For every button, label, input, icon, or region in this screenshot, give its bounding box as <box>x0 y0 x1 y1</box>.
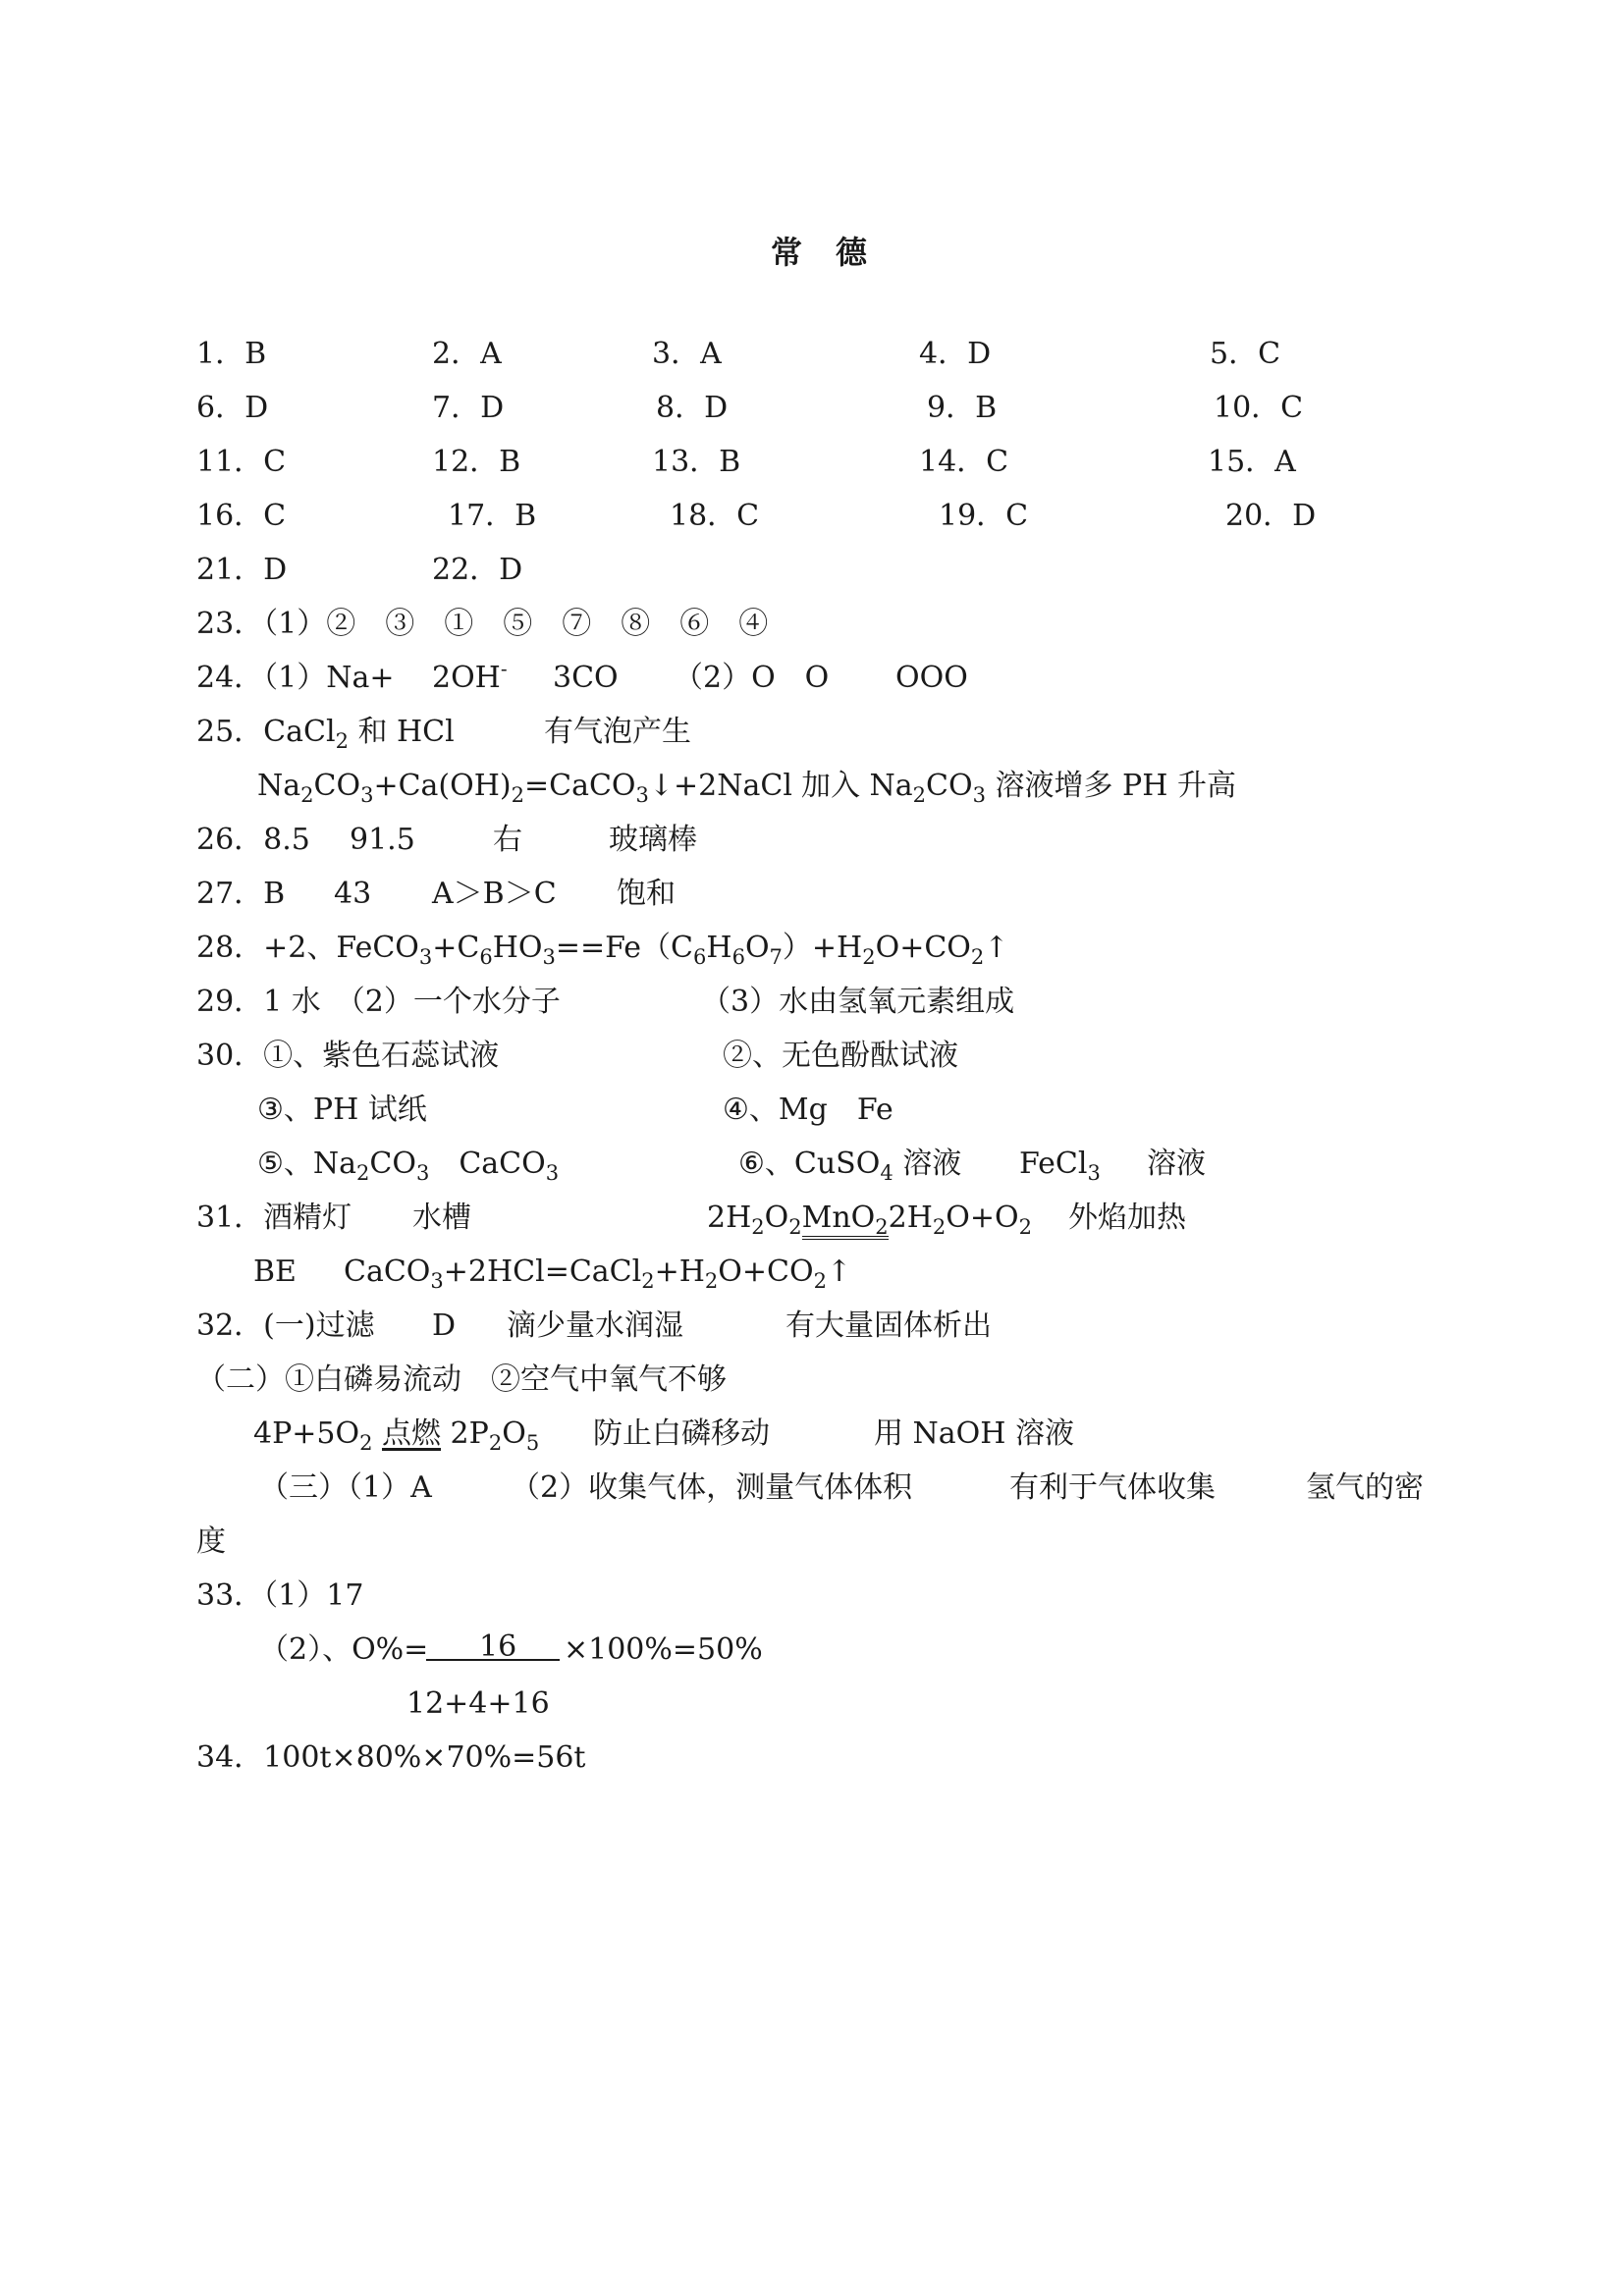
answer-33-a: 33．（1）17 <box>196 1578 364 1613</box>
answer-28: 28．+2、$FeCO_3+C_6HO_3==Fe(C_6H_6O_7)+H_2O+CO_2↑$ <box>196 931 1009 969</box>
answer-10: 10．C <box>1214 391 1304 425</box>
answer-25-a: 25．CaCl$_2$ 和 HCl <box>196 715 455 753</box>
answer-32-c: 滴少量水润湿 <box>507 1308 683 1343</box>
answer-31-b: 水槽 <box>412 1201 471 1235</box>
answer-15: 15．A <box>1208 445 1296 479</box>
answer-13: 13．B <box>652 445 741 479</box>
ignite-condition: 点燃 <box>382 1416 442 1451</box>
answer-18: 18．C <box>670 499 760 533</box>
answer-3: 3．A <box>652 337 722 371</box>
answer-4: 4．D <box>919 337 992 371</box>
answer-31-a: 31．酒精灯 <box>196 1201 352 1235</box>
fraction-numerator: 16 <box>479 1629 517 1664</box>
fraction-denominator: 12+4+16 <box>406 1686 550 1721</box>
answer-32-k: 氢气的密 <box>1306 1470 1424 1505</box>
answer-17: 17．B <box>448 499 537 533</box>
answer-20: 20．D <box>1225 499 1317 533</box>
answer-25-b: 有气泡产生 <box>544 715 691 749</box>
answer-32-f: 防止白磷移动 <box>593 1416 770 1451</box>
answer-5: 5．C <box>1210 337 1281 371</box>
answer-23: 23．（1）② ③ ① ⑤ ⑦ ⑧ ⑥ ④ <box>196 607 769 641</box>
answer-19: 19．C <box>939 499 1029 533</box>
answer-26-b: 91.5 <box>350 823 415 857</box>
answer-7: 7．D <box>432 391 505 425</box>
answer-24-e: OOO <box>895 661 968 695</box>
answer-32-i: （2）收集气体，测量气体体积 <box>511 1470 913 1505</box>
answer-27-d: 饱和 <box>617 877 676 911</box>
answer-14: 14．C <box>919 445 1009 479</box>
answer-21: 21．D <box>196 553 288 587</box>
answer-32-l: 度 <box>196 1524 226 1559</box>
answer-31-equation: $2H_2O_2MnO_22H_2O+O_2$ <box>707 1201 1032 1239</box>
answer-8: 8．D <box>656 391 729 425</box>
answer-29-b: （3）水由氢氧元素组成 <box>701 985 1015 1019</box>
answer-32-j: 有利于气体收集 <box>1009 1470 1216 1505</box>
answer-33-c: ×100%=50% <box>564 1632 763 1667</box>
answer-22: 22．D <box>432 553 523 587</box>
answer-32-a: 32．(一)过滤 <box>196 1308 375 1343</box>
answer-30-c: ③、PH 试纸 <box>257 1093 427 1127</box>
answer-26-a: 26．8.5 <box>196 823 310 857</box>
answer-32-equation: $4P+5O_2$ 点燃 $2P_2O_5$ <box>253 1416 540 1455</box>
answer-31-d: BE <box>253 1255 297 1289</box>
answer-29-a: 29．1 水 （2）一个水分子 <box>196 985 561 1019</box>
answer-2: 2．A <box>432 337 502 371</box>
answer-32-h: （三）（1）A <box>259 1470 432 1505</box>
answer-31-equation-2: $CaCO_3+2HCl=CaCl_2+H_2O+CO_2↑$ <box>344 1255 852 1293</box>
answer-30-f2: FeCl$_3$ <box>1019 1147 1101 1185</box>
answer-24-b: 2OH- <box>432 657 508 695</box>
answer-24-c: 3CO <box>553 661 619 695</box>
answer-27-a: 27．B <box>196 877 286 911</box>
fraction-bar <box>426 1659 560 1661</box>
catalyst-mark: MnO$_2$ <box>801 1201 889 1239</box>
answer-32-g: 用 NaOH 溶液 <box>874 1416 1074 1451</box>
answer-32-b: D <box>432 1308 457 1343</box>
answer-24-d: （2）O O <box>674 661 830 695</box>
answer-32-e: （二）①白磷易流动 ②空气中氧气不够 <box>196 1362 727 1397</box>
answer-25-equation: $Na_2CO_3+Ca(OH)_2=CaCO_3↓+2NaCl$ <box>257 769 792 807</box>
answer-30-f3: 溶液 <box>1147 1147 1206 1181</box>
answer-6: 6．D <box>196 391 269 425</box>
answer-27-c: A＞B＞C <box>432 877 557 911</box>
answer-27-b: 43 <box>334 877 372 911</box>
answer-1: 1．B <box>196 337 267 371</box>
answer-26-c: 右 <box>493 823 522 857</box>
answer-30-e: ⑤、$Na_2CO_3$ CaCO$_3$ <box>257 1147 560 1185</box>
answer-31-c: 外焰加热 <box>1068 1201 1186 1235</box>
answer-32-d: 有大量固体析出 <box>785 1308 992 1343</box>
answer-30-d: ④、Mg Fe <box>723 1093 893 1127</box>
answer-9: 9．B <box>927 391 998 425</box>
answer-24-a: 24．（1）Na+ <box>196 661 395 695</box>
answer-25-note: 加入 $Na_2CO_3$ 溶液增多 PH 升高 <box>801 769 1236 807</box>
page-title: 常德 <box>771 234 901 271</box>
answer-26-d: 玻璃棒 <box>609 823 697 857</box>
answer-12: 12．B <box>432 445 521 479</box>
answer-30-f1: ⑥、CuSO$_4$ 溶液 <box>738 1147 962 1185</box>
answer-30-a: 30．①、紫色石蕊试液 <box>196 1039 500 1073</box>
answer-16: 16．C <box>196 499 287 533</box>
answer-30-b: ②、无色酚酞试液 <box>723 1039 958 1073</box>
answer-33-b: （2）、O%= <box>259 1632 429 1667</box>
answer-34: 34．100t×80%×70%=56t <box>196 1740 586 1775</box>
answer-11: 11．C <box>196 445 287 479</box>
